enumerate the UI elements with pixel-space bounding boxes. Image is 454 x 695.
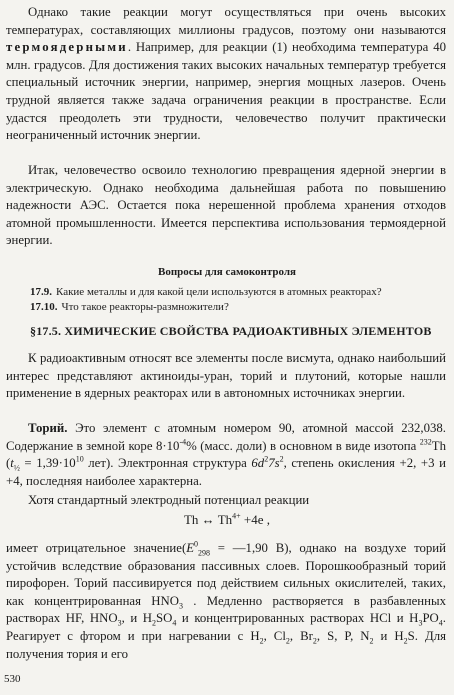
page-number: 530 — [4, 673, 21, 685]
question-number: 17.9. — [30, 286, 52, 298]
isotope-mass: 232 — [419, 437, 432, 447]
question-number: 17.10. — [30, 301, 58, 313]
text-run: имеет отрицательное значение( — [6, 541, 187, 555]
orbital: 6d — [251, 456, 265, 471]
text-run: , Cl — [263, 628, 286, 643]
superscript: 0 — [194, 539, 199, 549]
half-life-symbol: t — [10, 456, 14, 471]
spaced-term: термоядерными — [6, 40, 128, 55]
subscript: 2 — [403, 636, 408, 646]
orbital: 7s — [268, 456, 280, 471]
charge-superscript: 4+ — [232, 511, 241, 521]
text-run: , степень окисления +2, +3 и +4, последняя наиболее характерна. — [6, 456, 446, 488]
paragraph-radioactive: К радиоактивным относят все элементы после висмута, однако наибольший интерес представляют актиноиды-уран, торий и плутоний, которые нашли применение в ядерных реакторах или в автономных источниках энергии. — [6, 351, 446, 401]
paragraph-thorium — [6, 420, 446, 490]
text-run: PO — [422, 611, 439, 626]
subscript: 2 — [285, 636, 290, 646]
paragraph-properties — [6, 540, 446, 663]
questions-title: Вопросы для самоконтроля — [158, 266, 296, 278]
subscript: ½ — [13, 463, 20, 473]
text-run: . Например, для реакции (1) необходима температура 40 млн. градусов. Для достижения таких высоких начальных температур требуется специальный источник энергии, например, энергия мощных лазеров. Очень трудной является также задача ограничения реакции в пространстве. Если удастся преодолеть эти трудности, человечество получит практически неограниченный источник энергии. — [6, 40, 446, 143]
text-run: = 1,39·10 — [19, 456, 76, 471]
subscript: 2 — [259, 636, 264, 646]
equation-right: +4e , — [240, 512, 271, 527]
exponent: 2 — [264, 454, 269, 464]
text-run: , Br — [289, 628, 313, 643]
text-run: Это элемент с атомным номером 90, атомной массой 232,038. Содержание в земной коре 8·10 — [6, 421, 446, 453]
question-item — [30, 300, 229, 314]
exponent: 2 — [279, 454, 284, 464]
section-title: §17.5. ХИМИЧЕСКИЕ СВОЙСТВА РАДИОАКТИВНЫХ ЭЛЕМЕНТОВ — [30, 324, 432, 338]
subscript: 3 — [418, 618, 423, 628]
text-run: . Реагирует с фтором и при нагревании с H — [6, 611, 446, 643]
subscript: 4 — [172, 618, 177, 628]
subscript: 3 — [179, 601, 184, 611]
text-run: SO — [156, 611, 173, 626]
text-run: Th ( — [6, 438, 446, 471]
subscript: 3 — [117, 618, 122, 628]
text-run: лет). Электронная структура — [83, 456, 252, 471]
reaction-equation — [0, 512, 454, 528]
text-run: = —1,90 В), однако на воздухе торий устойчив вследствие образования пассивных слоев. Порошкообразный торий пирофорен. Торий пассивируется под действием сильных окислителей, таких, как концентрированная HNO — [6, 541, 446, 608]
text-run: % (масс. доли) в основном в виде изотопа — [186, 438, 420, 453]
text-run: , и H — [121, 611, 152, 626]
text-run: и концентрированных растворах HCl и H — [176, 611, 419, 626]
text-run: , S, P, N — [316, 628, 370, 643]
text-run: Однако такие реакции могут осуществляться при очень высоких температурах, составляющих миллионы градусов, поэтому они называются — [6, 5, 446, 37]
subscript: 2 — [152, 618, 156, 628]
exponent: -4 — [179, 437, 187, 447]
potential-symbol: E — [186, 541, 195, 555]
subscript: 2 — [369, 636, 374, 646]
exponent: 10 — [75, 454, 84, 464]
subscript: 2 — [312, 636, 317, 646]
paragraph-summary: Итак, человечество освоило технологию превращения ядерной энергии в электрическую. Однако необходима дальнейшая работа по повышению надежности АЭС. Остается пока нерешенной проблема хранения отходов атомной промышленности. Имеется перспектива использования термоядерной энергии. — [6, 163, 446, 248]
paragraph-thermonuclear — [6, 4, 446, 145]
subscript: 4 — [438, 618, 443, 628]
question-text: Что такое реакторы-размножители? — [61, 301, 229, 313]
question-text: Какие металлы и для какой цели используются в атомных реакторах? — [56, 286, 382, 298]
text-run: . Медленно растворяется в разбавленных растворах HF, HNO — [6, 593, 446, 626]
term-heading: Торий. — [28, 421, 68, 435]
text-run: и H — [373, 628, 404, 643]
paragraph-potential-intro: Хотя стандартный электродный потенциал реакции — [28, 493, 310, 507]
subscript: 298 — [198, 548, 211, 558]
equation-left: Th ↔ Th — [183, 512, 233, 527]
question-item — [30, 285, 382, 299]
text-run: S. Для получения тория и его — [6, 628, 446, 661]
